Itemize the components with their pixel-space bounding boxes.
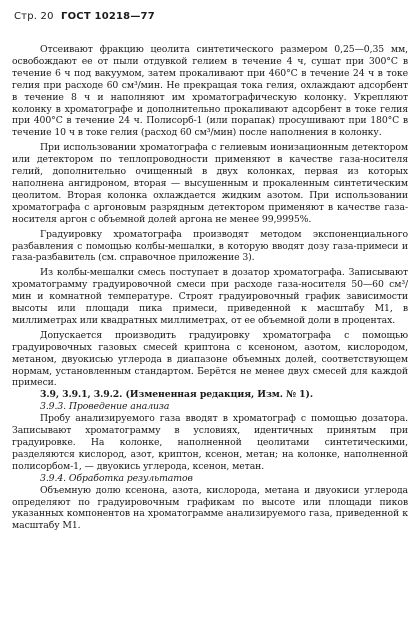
paragraph-zeolite-preparation: Отсеивают фракцию цеолита синтетического размером 0,25—0,35 мм, освобождают ее от пыли отдувкой гелием в течение 4 ч, сушат при 300°С в течение 6 ч под вакуумом, затем прокаливают при 460°С в течение 24 ч в токе гелия при расходе 60 см³/мин. Не прекращая тока гелия, охлаждают адсорбент в течение 8 ч и наполняют им хроматографическую колонку. Укрепляют колонку в хроматографе и дополнительно прокаливают адсорбент в токе гелия при 400°С в течение 24 ч. Полисорб-1 (или порапак) просушивают при 180°С в течение 10 ч в токе гелия (расход 60 см³/мин) после наполнения в колонку. xyxy=(12,44,408,139)
page-number: Стр. 20 xyxy=(14,11,54,22)
paragraph-calibration-graph: Из колбы-мешалки смесь поступает в дозатор хроматографа. Записывают хроматограмму градуировочной смеси при расходе газа-носителя 50—60 см³/мин и комнатной температуре. Строят градуировочный график зависимости высоты или площади пика примеси, приведенной к масштабу M1, в миллиметрах или квадратных миллиметрах, от ее объемной доли в процентах. xyxy=(12,267,408,326)
section-heading-analysis: 3.9.3. Проведение анализа xyxy=(40,401,170,413)
page-header xyxy=(14,10,408,24)
paragraph-analysis-procedure: Пробу анализируемого газа вводят в хроматограф с помощью дозатора. Записывают хроматограмму в условиях, идентичных принятым при градуировке. На колонке, наполненной цеолитами синтетическими, разделяются кислород, азот, криптон, ксенон, метан; на колонке, наполненной полисорбом-1, — двуокись углерода, ксенон, метан. xyxy=(12,413,408,472)
section-heading-results: 3.9.4. Обработка результатов xyxy=(40,472,193,484)
standard-code: ГОСТ 10218—77 xyxy=(61,11,155,22)
paragraph-calibration-method: Градуировку хроматографа производят методом экспоненциального разбавления с помощью колбы-мешалки, в которую вводят дозу газа-примеси и газа-разбавитель (см. справочное приложение 3). xyxy=(12,228,408,264)
paragraph-carrier-gas: При использовании хроматографа с гелиевым ионизационным детектором или детектором по теплопроводности применяют в качестве газа-носителя гелий, дополнительно очищенный в двух колонках, первая из которых наполнена ангидроном, вторая — высушенным и прокаленным синтетическим цеолитом. Вторая колонка охлаждается жидким азотом. При использовании хроматографа с аргоновым разрядным детектором применяют в качестве газа-носителя аргон с объемной долей аргона не менее 99,9995%. xyxy=(12,142,408,225)
document-body xyxy=(12,44,408,532)
amendment-note: 3.9, 3.9.1, 3.9.2. (Измененная редакция, Изм. № 1). xyxy=(40,389,313,401)
paragraph-calibration-alternative: Допускается производить градуировку хроматографа с помощью градуировочных газовых смесей криптона с ксеноном, азотом, кислородом, метаном, двуокисью углерода в диапазоне объемных долей, соответствующем нормам, установленным стандартом. Берётся не менее двух смесей для каждой примеси. xyxy=(12,329,408,389)
paragraph-results-processing: Объемную долю ксенона, азота, кислорода, метана и двуокиси углерода определяют по градуировочным графикам по высоте или площади пиков указанных компонентов на хроматограмме анализируемого газа, приведенной к масштабу M1. xyxy=(12,484,408,532)
